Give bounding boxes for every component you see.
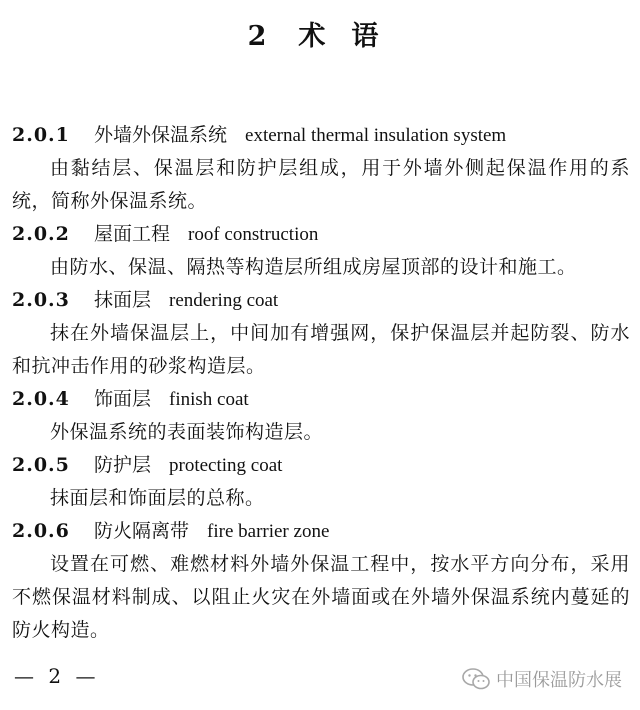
- term-chinese: 抹面层: [94, 289, 152, 311]
- term-definition: 由黏结层、保温层和防护层组成，用于外墙外侧起保温作用的系统，简称外保温系统。: [12, 157, 630, 212]
- term-heading: [12, 284, 630, 317]
- term-entry: [12, 119, 630, 218]
- term-english: finish coat: [169, 389, 249, 410]
- page-number: — 2 —: [14, 664, 100, 688]
- term-english: roof construction: [188, 224, 319, 245]
- term-heading: [12, 119, 630, 152]
- term-heading: [12, 515, 630, 548]
- term-chinese: 外墙外保温系统: [94, 124, 228, 146]
- term-entry: [12, 449, 630, 515]
- term-heading: [12, 383, 630, 416]
- watermark-text: 中国保温防水展: [496, 670, 622, 691]
- term-number: 2.0.1: [12, 124, 70, 146]
- term-entry: [12, 515, 630, 647]
- term-english: fire barrier zone: [207, 521, 330, 542]
- chapter-title-char-2: 语: [351, 21, 381, 52]
- term-number: 2.0.5: [12, 454, 70, 476]
- term-entry: [12, 383, 630, 449]
- watermark: [462, 666, 622, 692]
- term-english: protecting coat: [169, 455, 283, 476]
- term-entry: [12, 284, 630, 383]
- term-heading: [12, 218, 630, 251]
- term-definition: 设置在可燃、难燃材料外墙外保温工程中，按水平方向分布，采用不燃保温材料制成、以阻止火灾在外墙面或在外墙外保温系统内蔓延的防火构造。: [12, 553, 630, 641]
- terms-list: [12, 119, 630, 647]
- term-chinese: 防火隔离带: [94, 520, 190, 542]
- term-chinese: 饰面层: [94, 388, 152, 410]
- term-number: 2.0.3: [12, 289, 70, 311]
- term-heading: [12, 449, 630, 482]
- term-definition: 抹在外墙保温层上，中间加有增强网，保护保温层并起防裂、防水和抗冲击作用的砂浆构造层。: [12, 322, 630, 377]
- chapter-number: 2: [247, 21, 269, 52]
- term-definition: 外保温系统的表面装饰构造层。: [50, 421, 324, 443]
- term-definition: 由防水、保温、隔热等构造层所组成房屋顶部的设计和施工。: [50, 256, 577, 278]
- term-number: 2.0.2: [12, 223, 70, 245]
- term-number: 2.0.6: [12, 520, 70, 542]
- chapter-title-char-1: 术: [298, 21, 328, 52]
- term-number: 2.0.4: [12, 388, 70, 410]
- wechat-icon: [462, 668, 490, 690]
- term-definition: 抹面层和饰面层的总称。: [50, 487, 265, 509]
- term-english: rendering coat: [169, 290, 279, 311]
- chapter-heading: [0, 14, 640, 53]
- term-chinese: 屋面工程: [94, 223, 171, 245]
- term-entry: [12, 218, 630, 284]
- term-english: external thermal insulation system: [245, 125, 507, 146]
- term-chinese: 防护层: [94, 454, 152, 476]
